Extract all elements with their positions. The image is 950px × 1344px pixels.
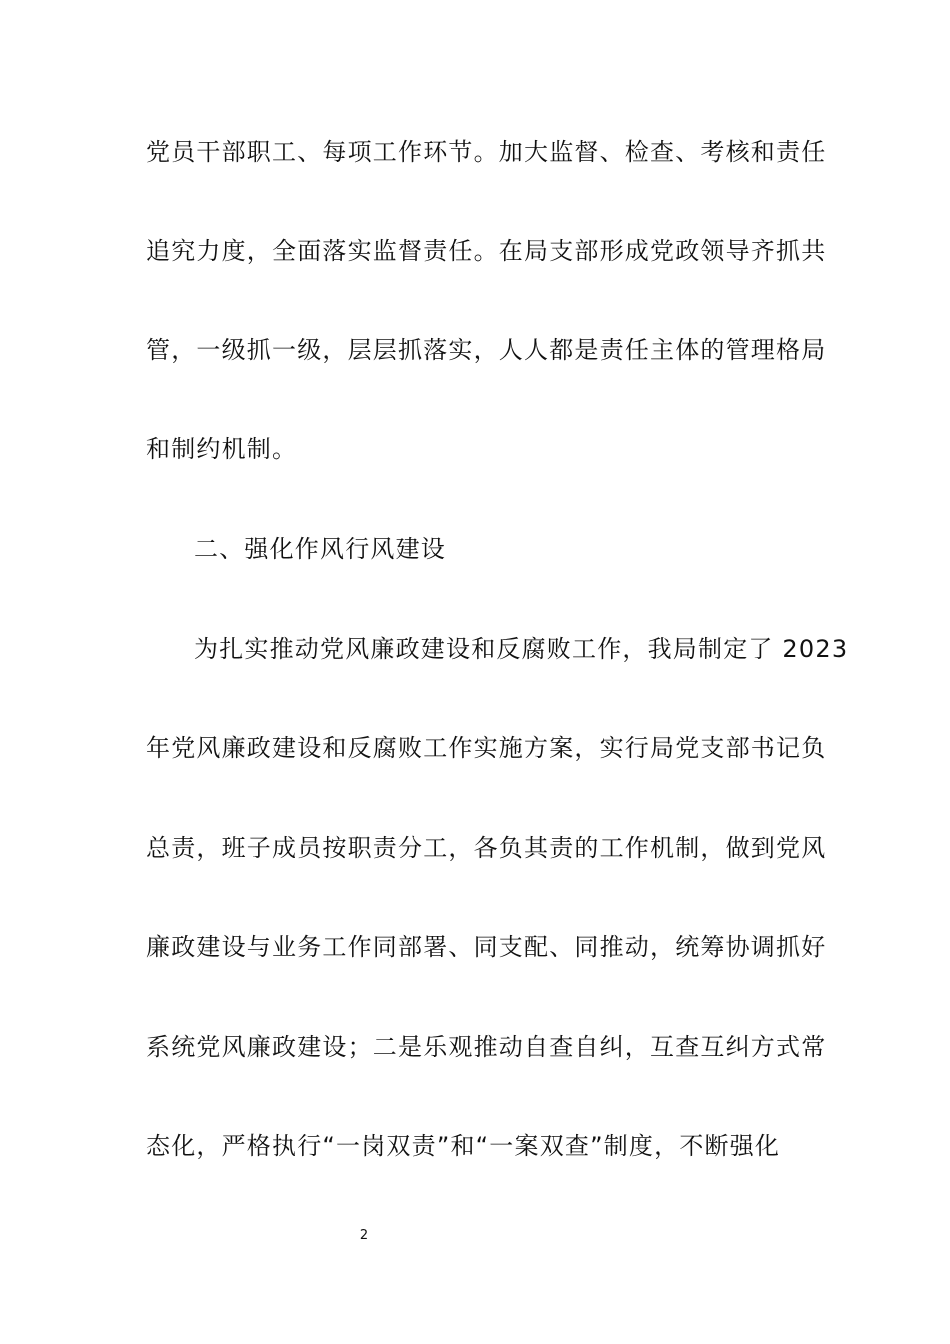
text-line-4: 和制约机制。: [146, 435, 298, 463]
section-heading: 二、强化作风行风建设: [194, 535, 446, 563]
text-line-10: 系统党风廉政建设；二是乐观推动自查自纠，互查互纠方式常: [146, 1033, 827, 1061]
page-number: 2: [359, 1228, 369, 1243]
text-line-3: 管，一级抓一级，层层抓落实，人人都是责任主体的管理格局: [146, 336, 827, 364]
text-line-1: 党员干部职工、每项工作环节。加大监督、检查、考核和责任: [146, 138, 827, 166]
text-line-6: 为扎实推动党风廉政建设和反腐败工作，我局制定了 2023: [194, 635, 849, 663]
text-line-8: 总责，班子成员按职责分工，各负其责的工作机制，做到党风: [146, 834, 827, 862]
text-line-11: 态化，严格执行“一岗双责”和“一案双查”制度，不断强化: [146, 1132, 781, 1160]
text-line-7: 年党风廉政建设和反腐败工作实施方案，实行局党支部书记负: [146, 734, 827, 762]
text-line-9: 廉政建设与业务工作同部署、同支配、同推动，统筹协调抓好: [146, 933, 827, 961]
text-line-2: 追究力度，全面落实监督责任。在局支部形成党政领导齐抓共: [146, 237, 827, 265]
